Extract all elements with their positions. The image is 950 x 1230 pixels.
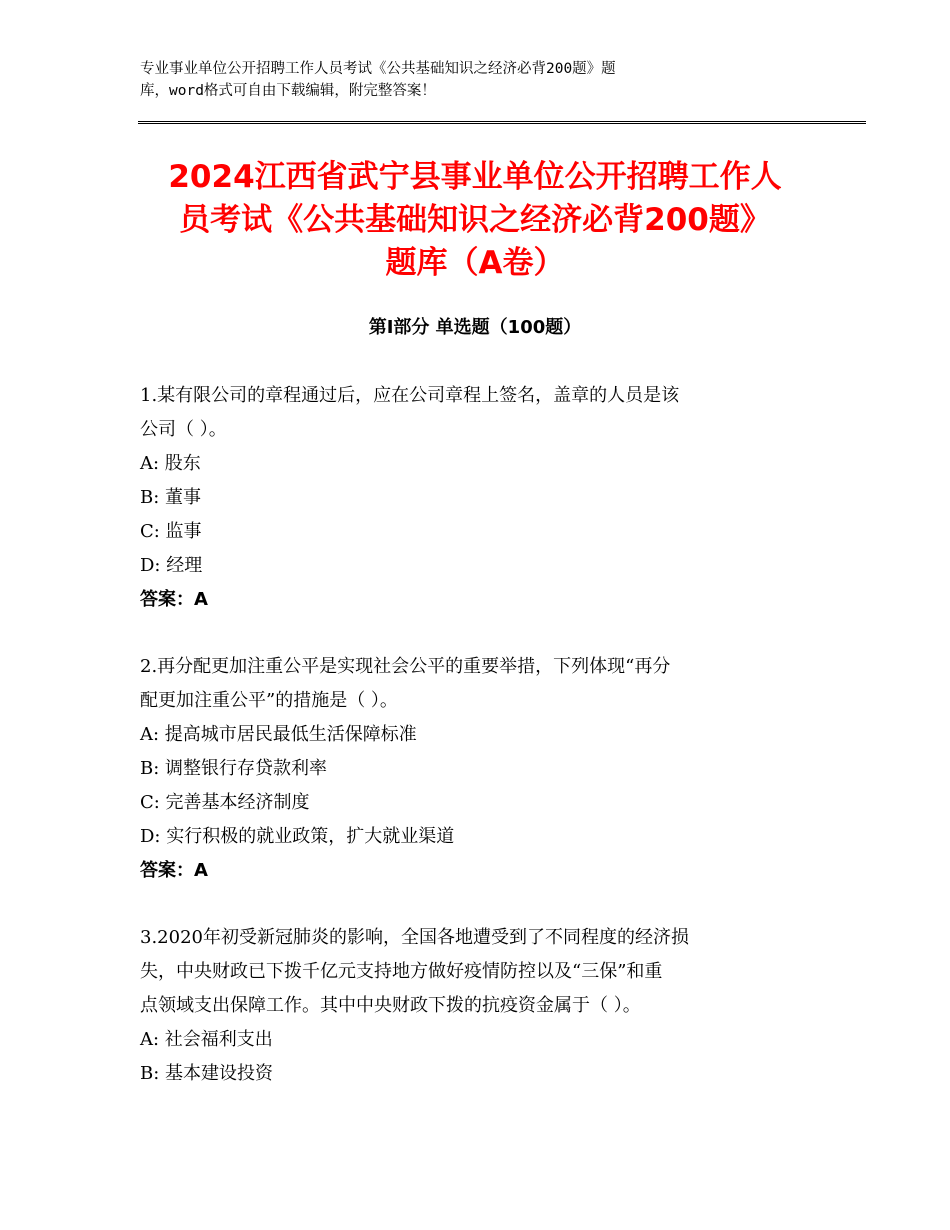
question-stem-line: 点领域支出保障工作。其中中央财政下拨的抗疫资金属于（ ）。: [140, 995, 641, 1016]
question-stem-line: 3.2020年初受新冠肺炎的影响，全国各地遭受到了不同程度的经济损: [140, 927, 689, 948]
question-stem-line: 失，中央财政已下拨千亿元支持地方做好疫情防控以及“三保”和重: [140, 961, 663, 982]
option-a: A: 股东: [140, 453, 201, 474]
question-stem-line: 配更加注重公平”的措施是（ ）。: [140, 690, 398, 711]
document-title-line-1: 2024江西省武宁县事业单位公开招聘工作人: [168, 159, 782, 195]
question-stem-line: 2.再分配更加注重公平是实现社会公平的重要举措，下列体现“再分: [140, 656, 671, 677]
document-title-line-3: 题库（A卷）: [385, 245, 565, 281]
question-1: [140, 379, 810, 617]
question-2: [140, 650, 810, 888]
option-d: D: 实行积极的就业政策，扩大就业渠道: [140, 826, 455, 847]
option-b: B: 基本建设投资: [140, 1063, 274, 1084]
document-title-line-2: 员考试《公共基础知识之经济必背200题》: [179, 202, 771, 238]
option-c: C: 完善基本经济制度: [140, 792, 310, 813]
answer: 答案：A: [140, 860, 208, 881]
question-stem-line: 公司（ ）。: [140, 419, 227, 440]
question-stem-line: 1.某有限公司的章程通过后，应在公司章程上签名，盖章的人员是该: [140, 385, 680, 406]
question-list: [140, 379, 810, 1124]
option-c: C: 监事: [140, 521, 202, 542]
option-a: A: 提高城市居民最低生活保障标准: [140, 724, 417, 745]
option-a: A: 社会福利支出: [140, 1029, 273, 1050]
option-b: B: 调整银行存贷款利率: [140, 758, 328, 779]
document-title: [130, 156, 820, 285]
header-note: [140, 58, 780, 102]
header-note-line-1: 专业事业单位公开招聘工作人员考试《公共基础知识之经济必背200题》题: [140, 61, 616, 77]
header-note-line-2: 库，word格式可自由下载编辑，附完整答案！: [140, 83, 436, 99]
answer: 答案：A: [140, 589, 208, 610]
question-stem: [140, 379, 810, 447]
header-divider: [138, 121, 866, 124]
question-stem: [140, 650, 810, 718]
option-d: D: 经理: [140, 555, 203, 576]
question-stem: [140, 921, 810, 1023]
option-b: B: 董事: [140, 487, 202, 508]
question-3: [140, 921, 810, 1091]
section-title: 第Ⅰ部分 单选题（100题）: [368, 317, 582, 338]
